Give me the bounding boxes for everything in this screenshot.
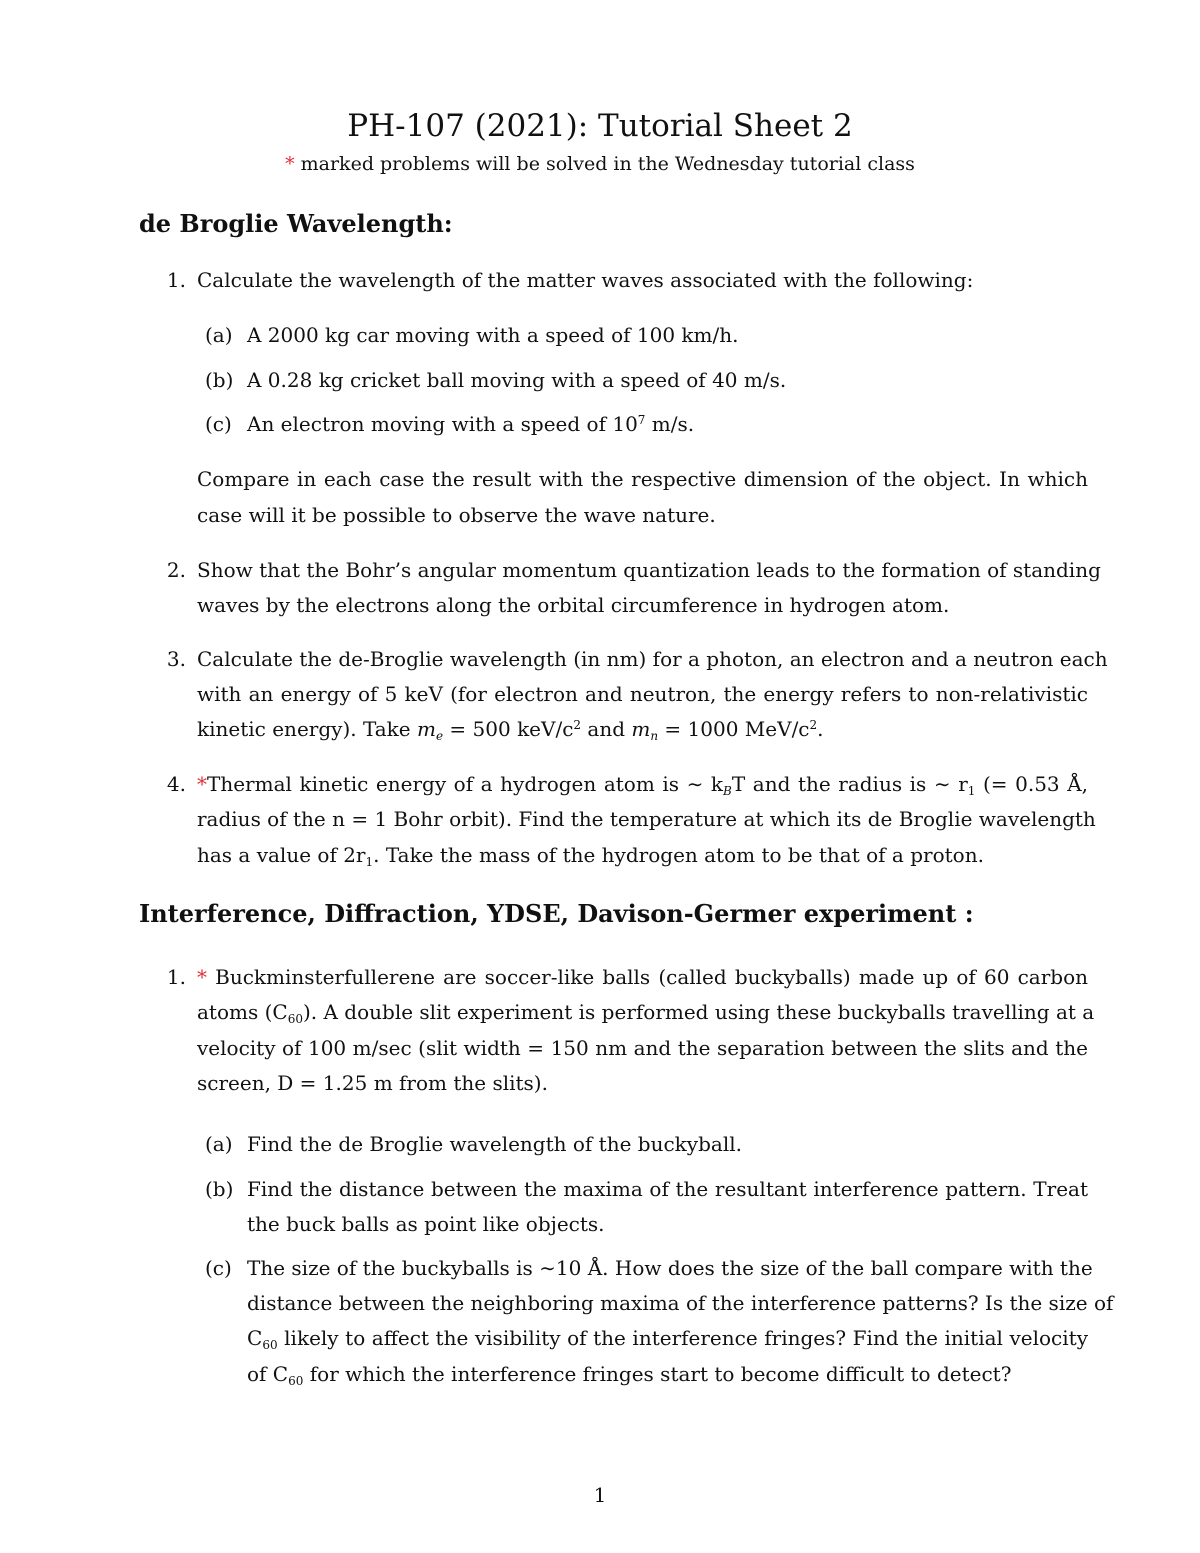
problem-text: with an energy of 5 keV (for electron and neutron, the energy refers to non-relativistic bbox=[197, 682, 1088, 706]
part-text: the buck balls as point like objects. bbox=[247, 1212, 605, 1236]
part-text: An electron moving with a speed of $10^7$ m/s. bbox=[247, 412, 695, 436]
problem-text: Show that the Bohr’s angular momentum quantization leads to the formation of standing bbox=[197, 558, 1101, 582]
problem-text: screen, D = 1.25 m from the slits). bbox=[197, 1071, 548, 1095]
problem-text: has a value of $2r_1$. Take the mass of the hydrogen atom to be that of a proton. bbox=[197, 843, 984, 869]
part-label: (a) bbox=[205, 1132, 233, 1156]
problem-followup-line: Compare in each case the result with the respective dimension of the object. In which bbox=[197, 467, 1088, 491]
problem-text: waves by the electrons along the orbital circumference in hydrogen atom. bbox=[197, 593, 950, 617]
part-text: distance between the neighboring maxima of the interference patterns? Is the size of bbox=[247, 1291, 1114, 1315]
page-subtitle bbox=[0, 151, 1200, 177]
part-text: A 2000 kg car moving with a speed of 100 km/h. bbox=[247, 323, 739, 347]
subtitle-star: * bbox=[285, 153, 295, 175]
part-text: $C_{60}$ likely to affect the visibility of the interference fringes? Find the initial velocity bbox=[247, 1326, 1088, 1352]
part-text: Find the de Broglie wavelength of the buckyball. bbox=[247, 1132, 742, 1156]
part-text: Find the distance between the maxima of the resultant interference pattern. Treat bbox=[247, 1177, 1088, 1201]
problem-text: atoms $(C_{60})$. A double slit experiment is performed using these buckyballs travelling at a bbox=[197, 1000, 1095, 1026]
star-marker: * bbox=[197, 965, 207, 989]
problem-text: *Thermal kinetic energy of a hydrogen atom is ∼ $k_BT$ and the radius is ∼ $r_1$ (= 0.53 Å, bbox=[197, 772, 1089, 798]
part-label: (b) bbox=[205, 368, 234, 392]
problem-number: 4. bbox=[166, 772, 186, 796]
problem-number: 3. bbox=[166, 647, 186, 671]
problem-number: 1. bbox=[166, 965, 186, 989]
problem-text: radius of the n = 1 Bohr orbit). Find the temperature at which its de Broglie wavelength bbox=[197, 807, 1096, 831]
part-label: (c) bbox=[205, 1256, 232, 1280]
star-marker: * bbox=[197, 772, 207, 796]
subtitle-text: marked problems will be solved in the Wednesday tutorial class bbox=[294, 153, 915, 175]
part-label: (a) bbox=[205, 323, 233, 347]
part-label: (b) bbox=[205, 1177, 234, 1201]
part-text: of $C_{60}$ for which the interference fringes start to become difficult to detect? bbox=[247, 1362, 1012, 1388]
problem-followup-line: case will it be possible to observe the wave nature. bbox=[197, 503, 716, 527]
page-number: 1 bbox=[593, 1483, 607, 1507]
page-title: PH-107 (2021): Tutorial Sheet 2 bbox=[347, 108, 853, 144]
section-heading-interference: Interference, Diffraction, YDSE, Davison-Germer experiment : bbox=[139, 899, 974, 928]
problem-text: velocity of 100 m/sec (slit width = 150 nm and the separation between the slits and the bbox=[197, 1036, 1088, 1060]
section-heading-de-broglie: de Broglie Wavelength: bbox=[139, 209, 453, 238]
part-text: A 0.28 kg cricket ball moving with a speed of 40 m/s. bbox=[247, 368, 787, 392]
part-label: (c) bbox=[205, 412, 232, 436]
part-text: The size of the buckyballs is ∼10 Å. How does the size of the ball compare with the bbox=[247, 1256, 1093, 1280]
problem-text: * Buckminsterfullerene are soccer-like balls (called buckyballs) made up of 60 carbon bbox=[197, 965, 1088, 989]
problem-number: 2. bbox=[166, 558, 186, 582]
problem-text: kinetic energy). Take $m_e = 500$ keV/$c^2$ and $m_n = 1000$ MeV/$c^2$. bbox=[197, 717, 824, 743]
problem-text: Calculate the wavelength of the matter waves associated with the following: bbox=[197, 268, 974, 292]
problem-text: Calculate the de-Broglie wavelength (in nm) for a photon, an electron and a neutron each bbox=[197, 647, 1108, 671]
problem-number: 1. bbox=[166, 268, 186, 292]
